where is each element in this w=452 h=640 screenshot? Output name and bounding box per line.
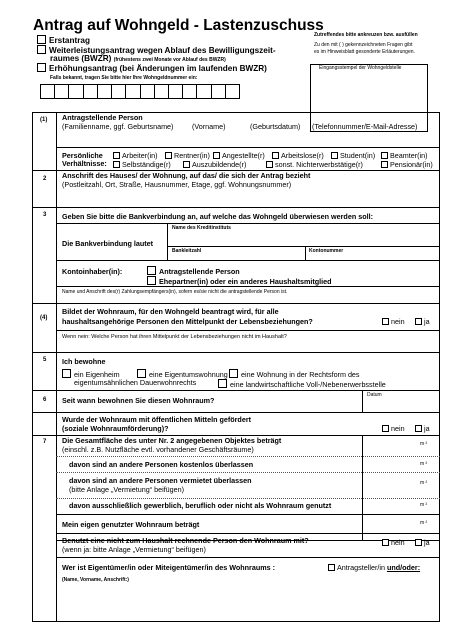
datum-label: Datum [367,392,382,398]
mitbenutzung-ja[interactable]: ja [415,539,430,547]
wohnform-dauerwohnrecht[interactable]: eine Wohnung in der Rechtsform des [229,369,360,379]
unit-vermietet: m ² [420,480,428,486]
gewerblich-label: davon ausschließlich gewerblich, beruflich oder nicht als Wohnraum genutzt [69,501,332,510]
pv-selbstaendige[interactable]: Selbständige(r) [113,161,171,169]
unit-gesamtflaeche: m ² [420,441,428,447]
vorname-field-label: (Vorname) [192,122,226,131]
option-erhoehungsantrag[interactable]: Erhöhungsantrag (bei Änderungen im laufenden BWZR) [37,63,267,73]
checkbox-eigentumswohnung[interactable] [137,369,146,378]
vermietet-label: davon sind an andere Personen vermietet überlassen [69,476,252,485]
checkbox-beamter[interactable] [381,152,388,159]
pv-arbeitslose[interactable]: Arbeitslose(r) [272,152,324,160]
wohnform-eigentumswohnung[interactable]: eine Eigentumswohnung [137,369,228,379]
checkbox-s4-nein[interactable] [382,318,389,325]
checkbox-auszubildende[interactable] [183,161,190,168]
kostenlos-label: davon sind an andere Personen kostenlos überlassen [69,460,254,469]
checkbox-kontoinhaber-ehepartner[interactable] [147,276,156,285]
unit-eigengenutzt: m ² [420,520,428,526]
mitbenutzung-question: Benutzt eine nicht zum Haushalt rechnende Person den Wohnraum mit? [62,536,309,545]
wohnform-landwirtschaft[interactable]: eine landwirtschaftliche Voll-/Nebenerwerbsstelle [218,379,386,389]
section-2-subtitle: (Postleitzahl, Ort, Straße, Hausnummer, Etage, ggf. Wohnungsnummer) [62,180,292,189]
kontoinhaber-option-antragsteller[interactable]: Antragstellende Person [147,266,240,276]
mitbenutzung-nein[interactable]: nein [382,539,405,547]
name-field-label: (Familienname, ggf. Geburtsname) [62,122,174,131]
foerderung-nein[interactable]: nein [382,425,405,433]
pv-beamter[interactable]: Beamter(in) [381,152,428,160]
checkbox-rentner[interactable] [165,152,172,159]
zahlungsempfaenger-note: Name und Anschrift des(r) Zahlungsempfängers(in), sofern es/sie nicht die antragstellende Person ist. [62,289,288,295]
checkbox-eigenheim[interactable] [62,369,71,378]
section-2-number: 2 [43,176,47,182]
kontoinhaber-option-ehepartner[interactable]: Ehepartner(in) oder ein anderes Haushaltsmitglied [147,276,332,286]
checkbox-foerderung-nein[interactable] [382,425,389,432]
pv-student[interactable]: Student(in) [331,152,375,160]
gesamtflaeche-sublabel: (einschl. z.B. Nutzfläche evtl. vorhandener Geschäftsräume) [62,445,254,454]
instruction-line1: Zu den mit ( ) gekennzeichneten Fragen gibt [314,42,413,48]
section-1-title: Antragstellende Person [62,113,143,122]
gesamtflaeche-label: Die Gesamtfläche des unter Nr. 2 angegebenen Objektes beträgt [62,436,282,445]
geburtsdatum-field-label: (Geburtsdatum) [250,122,301,131]
section-3-number: 3 [43,212,47,218]
checkbox-erhoehungsantrag[interactable] [37,63,46,72]
section-6-number: 6 [43,397,47,403]
option-erstantrag[interactable]: Erstantrag [37,35,90,45]
vermietet-sublabel: (bitte Anlage „Vermietung“ beifügen) [69,485,185,494]
eigentuemer-sublabel: (Name, Vorname, Anschrift:) [62,577,129,583]
section-4-question-line2: haushaltsangehörige Personen den Mittelpunkt der Lebensbeziehungen? [62,317,313,326]
section-1-number: (1) [40,117,48,123]
option-weiterleistungsantrag-line2: raumes (BWZR) (frühestens zwei Monate vor Ablauf des BWZR) [50,54,226,63]
checkbox-foerderung-ja[interactable] [415,425,422,432]
foerderung-ja[interactable]: ja [415,425,430,433]
checkbox-pensionaer[interactable] [381,161,388,168]
wohngeldnummer-label: Falls bekannt, tragen Sie bitte hier Ihre Wohngeldnummer ein: [50,75,198,81]
kontoinhaber-label: Kontoinhaber(in): [62,267,123,276]
option-weiterleistungsantrag[interactable]: Weiterleistungsantrag wegen Ablauf des Bewilligungszeit- [37,45,276,55]
eigentuemer-question: Wer ist Eigentümer/in oder Miteigentümer/in des Wohnraums : [62,563,275,572]
section-4-ja[interactable]: ja [415,318,430,326]
checkbox-nichterwerbstaetige[interactable] [266,161,273,168]
checkbox-mitbenutzung-nein[interactable] [382,539,389,546]
checkbox-kontoinhaber-antragsteller[interactable] [147,266,156,275]
foerderung-question-line1: Wurde der Wohnraum mit öffentlichen Mitteln gefördert [62,415,252,424]
pv-label-2: Verhältnisse: [62,159,107,168]
checkbox-mitbenutzung-ja[interactable] [415,539,422,546]
section-5-title: Ich bewohne [62,357,106,366]
eigengenutzt-label: Mein eigen genutzter Wohnraum beträgt [62,520,200,529]
instruction-line2: es im Hinweisblatt gesonderte Erläuterungen. [314,49,415,55]
checkbox-s4-ja[interactable] [415,318,422,325]
checkbox-angestellte[interactable] [213,152,220,159]
instruction-title: Zutreffendes bitte ankreuzen bzw. ausfüllen [314,32,418,38]
bank-label: Die Bankverbindung lautet [62,239,154,248]
section-6-title: Seit wann bewohnen Sie diesen Wohnraum? [62,396,215,405]
number-column-divider [56,112,57,622]
section-4-question-line1: Bildet der Wohnraum, für den Wohngeld beantragt wird, für alle [62,307,279,316]
mitbenutzung-sublabel: (wenn ja: bitte Anlage „Vermietung“ beifügen) [62,545,206,554]
checkbox-selbstaendige[interactable] [113,161,120,168]
checkbox-landwirtschaft[interactable] [218,379,227,388]
unit-gewerblich: m ² [420,502,428,508]
foerderung-question-line2: (soziale Wohnraumförderung)? [62,424,169,433]
checkbox-arbeitslose[interactable] [272,152,279,159]
checkbox-student[interactable] [331,152,338,159]
section-7-number: 7 [43,439,47,445]
unit-kostenlos: m ² [420,461,428,467]
section-5-number: 5 [43,357,47,363]
section-3-title: Geben Sie bitte die Bankverbindung an, auf welche das Wohngeld überwiesen werden soll: [62,212,373,221]
wohnform-dauerwohnrecht-line2: eigentumsähnlichen Dauerwohnrechts [74,378,197,387]
section-4-note: Wenn nein: Welche Person hat ihren Mittelpunkt der Lebensbeziehungen nicht im Haushalt? [62,334,287,340]
pv-nichterwerbstaetige[interactable]: sonst. Nichterwerbstätige(r) [266,161,363,169]
checkbox-arbeiter[interactable] [113,152,120,159]
pv-rentner[interactable]: Rentner(in) [165,152,210,160]
checkbox-eigentuemer-antragsteller[interactable] [328,564,335,571]
stamp-label: Eingangsstempel der Wohngeldstelle [319,65,402,71]
blz-label: Bankleitzahl [172,248,202,254]
wohngeldnummer-field[interactable] [40,84,240,99]
konto-label: Kontonummer [309,248,344,254]
pv-angestellte[interactable]: Angestellte(r) [213,152,265,160]
pv-auszubildende[interactable]: Auszubildende(r) [183,161,246,169]
telefon-field-label: (Telefonnummer/E-Mail-Adresse) [312,122,418,131]
pv-pensionaer[interactable]: Pensionär(in) [381,161,433,169]
checkbox-weiterleistungsantrag[interactable] [37,45,46,54]
checkbox-dauerwohnrecht[interactable] [229,369,238,378]
section-4-number: (4) [40,315,48,321]
checkbox-erstantrag[interactable] [37,35,46,44]
institute-label: Name des Kreditinstituts [172,225,231,231]
pv-label-1: Persönliche [62,151,103,160]
eigentuemer-option[interactable]: Antragsteller/in und/oder: [328,564,420,572]
page-title: Antrag auf Wohngeld - Lastenzuschuss [33,17,324,34]
pv-arbeiter[interactable]: Arbeiter(in) [113,152,158,160]
wohnform-eigenheim[interactable]: ein Eigenheim [62,369,120,379]
section-2-title: Anschrift des Hauses/ der Wohnung, auf das/ die sich der Antrag bezieht [62,171,311,180]
section-4-nein[interactable]: nein [382,318,405,326]
